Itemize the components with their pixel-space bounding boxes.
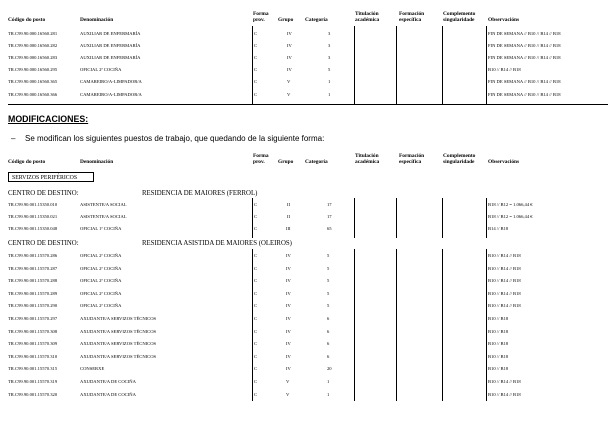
row-codigo: TR.C99.90.000.16560.281 [8, 31, 58, 36]
row-grupo: IV [287, 55, 292, 60]
grid-line [486, 198, 487, 238]
row-observacions: B10 // B14 // B18 [488, 67, 521, 72]
row-observacions: B18 // B12 = 1.066,44 € [488, 214, 533, 219]
row-categoria: 1 [328, 92, 331, 97]
row-denominacion: ASISTENTE/A SOCIAL [80, 214, 127, 219]
header-complemento: Complemento [443, 11, 476, 17]
row-denominacion: AUXILIAR DE ENFERMARÍA [80, 31, 141, 36]
row-categoria: 1 [327, 379, 330, 384]
row-grupo: V [287, 79, 291, 84]
header-grupo: Grupo [278, 159, 294, 165]
header-singularidade: singularidade [443, 159, 475, 165]
row-denominacion: OFICIAL 2ª COCIÑA [80, 290, 122, 296]
header-categoria: Categoría [305, 159, 328, 165]
row-codigo: TR.C99.90.001.15350.021 [8, 214, 58, 219]
row-codigo: TR.C99.90.001.15570.288 [8, 278, 58, 284]
row-forma: C [254, 303, 258, 309]
services-box: SERVIZOS PERIFÉRICOS [8, 172, 94, 182]
row-categoria: 5 [327, 278, 330, 284]
row-denominacion: AXUDANTE/A SERVIZOS TÉCNICOS [80, 316, 157, 321]
row-forma: C [254, 202, 258, 207]
header-categoria: Categoría [305, 17, 328, 23]
row-codigo: TR.C99.90.001.15570.319 [8, 379, 58, 384]
row-observacions: B10 // B14 // B18 [488, 290, 521, 296]
row-categoria: 5 [327, 303, 330, 309]
grid-line [354, 26, 355, 104]
row-forma: C [254, 92, 258, 97]
row-grupo: V [286, 391, 290, 397]
row-categoria: 3 [328, 43, 331, 48]
grid-line [486, 26, 487, 104]
header-codigo: Código do posto [8, 159, 46, 165]
row-observacions: B10 // B14 // B18 [488, 253, 521, 258]
row-observacions: FIN DE SEMANA // B10 // B14 // B18 [488, 43, 561, 48]
row-grupo: II [287, 202, 291, 207]
modificaciones-note: Se modifican los siguientes puestos de trabajo, que quedando de la siguiente forma: [25, 134, 325, 143]
row-codigo: TR.C99.90.001.15570.309 [8, 341, 58, 347]
row-categoria: 3 [328, 31, 331, 36]
row-denominacion: AUXILIAR DE ENFERMARÍA [80, 55, 141, 60]
row-grupo: V [286, 379, 290, 384]
row-categoria: 6 [327, 328, 330, 334]
header-titulacion: Titulación [355, 153, 379, 159]
row-categoria: 6 [327, 341, 330, 347]
grid-line [252, 26, 253, 104]
row-categoria: 5 [327, 253, 330, 258]
row-grupo: IV [287, 67, 292, 72]
header-especifica: específica [399, 17, 422, 23]
destination-name: RESIDENCIA ASISTIDA DE MAIORES (OLEIROS) [142, 240, 292, 247]
row-grupo: IV [286, 341, 291, 347]
header-titulacion: Titulación [355, 11, 379, 17]
row-codigo: TR.C99.90.000.16560.365 [8, 79, 58, 84]
row-grupo: IV [286, 265, 291, 271]
row-observacions: B10 // B18 [488, 366, 509, 372]
row-forma: C [254, 316, 258, 321]
row-observacions: FIN DE SEMANA // B10 // B14 // B18 [488, 92, 561, 97]
header-formacion: Formación [399, 11, 425, 17]
row-forma: C [254, 253, 258, 258]
header-especifica: específica [399, 159, 422, 165]
row-forma: C [254, 265, 258, 271]
row-codigo: TR.C99.90.001.15570.287 [8, 265, 58, 271]
row-denominacion: CAMAREIRO/A-LIMPADOR/A [80, 92, 142, 97]
row-codigo: TR.C99.90.001.15570.310 [8, 353, 58, 359]
row-denominacion: OFICIAL 1ª COCIÑA [80, 226, 122, 231]
row-denominacion: OFICIAL 2ª COCIÑA [80, 303, 122, 309]
row-codigo: TR.C99.90.000.16560.283 [8, 55, 58, 60]
header-denominacion: Denominación [80, 17, 114, 23]
row-categoria: 5 [328, 67, 331, 72]
row-codigo: TR.C99.90.001.15570.289 [8, 290, 58, 296]
row-grupo: IV [286, 328, 291, 334]
row-categoria: 5 [327, 265, 330, 271]
row-observacions: B10 // B18 [488, 316, 509, 321]
row-categoria: 1 [327, 391, 330, 397]
row-codigo: TR.C99.90.001.15570.320 [8, 391, 58, 397]
row-codigo: TR.C99.90.000.16560.366 [8, 92, 58, 97]
row-categoria: 5 [327, 290, 330, 296]
grid-line [442, 249, 443, 401]
grid-line [486, 249, 487, 401]
row-codigo: TR.C99.90.000.16560.282 [8, 43, 58, 48]
header-singularidade: singularidade [443, 17, 475, 23]
header-denominacion: Denominación [80, 159, 114, 165]
grid-line [252, 249, 253, 401]
grid-line [252, 198, 253, 238]
row-codigo: TR.C99.90.001.15350.010 [8, 202, 58, 207]
row-observacions: FIN DE SEMANA // B10 // B14 // B18 [488, 31, 561, 36]
row-grupo: III [286, 226, 291, 231]
row-denominacion: AUXILIAR DE ENFERMARÍA [80, 43, 141, 48]
grid-line [396, 249, 397, 401]
row-forma: C [254, 79, 258, 84]
grid-line [354, 198, 355, 238]
row-forma: C [254, 379, 258, 384]
row-grupo: IV [287, 31, 292, 36]
row-categoria: 20 [327, 366, 332, 372]
row-observacions: B10 // B18 [488, 353, 509, 359]
row-denominacion: ASISTENTE/A SOCIAL [80, 202, 127, 207]
row-codigo: TR.C99.90.001.15570.315 [8, 366, 58, 372]
grid-line [354, 249, 355, 401]
row-forma: C [254, 341, 258, 347]
row-forma: C [254, 328, 258, 334]
row-forma: C [254, 43, 258, 48]
row-codigo: TR.C99.90.000.16560.295 [8, 67, 58, 72]
grid-line [8, 104, 608, 105]
row-observacions: B10 // B14 // B18 [488, 265, 521, 271]
header-observacions: Observacións [488, 17, 520, 23]
row-grupo: IV [286, 316, 291, 321]
header-academica: académica [355, 159, 380, 165]
header-prov: prov. [253, 17, 265, 23]
row-observacions: FIN DE SEMANA // B10 // B14 // B18 [488, 79, 561, 84]
destination-name: RESIDENCIA DE MAIORES (FERROL) [142, 190, 258, 197]
destination-label: CENTRO DE DESTINO: [8, 190, 79, 197]
row-observacions: B10 // B14 // B18 [488, 278, 521, 284]
header-forma: Forma [253, 11, 269, 17]
row-grupo: V [287, 92, 291, 97]
row-categoria: 6 [327, 353, 330, 359]
grid-line [442, 198, 443, 238]
row-grupo: IV [287, 43, 292, 48]
row-denominacion: OFICIAL 2ª COCIÑA [80, 253, 122, 258]
row-forma: C [254, 290, 258, 296]
row-codigo: TR.C99.90.001.15570.290 [8, 303, 58, 309]
header-prov: prov. [253, 159, 265, 165]
row-observacions: B10 // B18 [488, 341, 509, 347]
row-categoria: 65 [327, 226, 332, 231]
row-forma: C [254, 67, 258, 72]
row-categoria: 6 [327, 316, 330, 321]
row-forma: C [254, 226, 258, 231]
row-observacions: B10 // B14 // B18 [488, 391, 521, 397]
row-observacions: B14 // B18 [488, 226, 509, 231]
row-forma: C [254, 55, 258, 60]
header-forma: Forma [253, 153, 269, 159]
modificaciones-title: MODIFICACIONES: [8, 114, 89, 124]
bullet-dash: – [11, 134, 16, 143]
row-grupo: IV [286, 366, 291, 372]
row-denominacion: CAMAREIRO/A-LIMPADOR/A [80, 79, 142, 84]
row-denominacion: OFICIAL 2ª COCIÑA [80, 67, 122, 72]
row-grupo: II [287, 214, 291, 219]
destination-label: CENTRO DE DESTINO: [8, 240, 79, 247]
row-denominacion: OFICIAL 2ª COCIÑA [80, 278, 122, 284]
row-grupo: IV [286, 303, 291, 309]
row-denominacion: OFICIAL 2ª COCIÑA [80, 265, 122, 271]
row-codigo: TR.C99.90.001.15570.286 [8, 253, 58, 258]
header-grupo: Grupo [278, 17, 294, 23]
row-denominacion: AXUDANTE/A DE COCIÑA [80, 379, 136, 384]
row-denominacion: CONSERXE [80, 366, 105, 372]
row-denominacion: AXUDANTE/A SERVIZOS TÉCNICOS [80, 341, 157, 347]
row-grupo: IV [286, 353, 291, 359]
row-codigo: TR.C99.90.001.15570.308 [8, 328, 58, 334]
header-formacion: Formación [399, 153, 425, 159]
header-codigo: Código do posto [8, 17, 46, 23]
row-forma: C [254, 366, 258, 372]
row-denominacion: AXUDANTE/A DE COCIÑA [80, 391, 136, 397]
row-categoria: 17 [327, 202, 332, 207]
row-forma: C [254, 214, 258, 219]
row-denominacion: AXUDANTE/A SERVIZOS TÉCNICOS [80, 353, 157, 359]
header-observacions: Observacións [488, 159, 520, 165]
row-categoria: 3 [328, 55, 331, 60]
grid-line [396, 198, 397, 238]
grid-line [396, 26, 397, 104]
row-grupo: IV [286, 253, 291, 258]
row-observacions: B10 // B18 [488, 328, 509, 334]
row-categoria: 1 [328, 79, 331, 84]
row-forma: C [254, 353, 258, 359]
header-complemento: Complemento [443, 153, 476, 159]
row-observacions: B18 // B12 = 1.066,44 € [488, 202, 533, 207]
header-academica: académica [355, 17, 380, 23]
row-denominacion: AXUDANTE/A SERVIZOS TÉCNICOS [80, 328, 157, 334]
row-grupo: IV [286, 278, 291, 284]
row-categoria: 17 [327, 214, 332, 219]
row-forma: C [254, 278, 258, 284]
row-grupo: IV [286, 290, 291, 296]
row-forma: C [254, 391, 258, 397]
row-codigo: TR.C99.90.001.15570.297 [8, 316, 58, 321]
row-codigo: TR.C99.90.001.15350.048 [8, 226, 58, 231]
row-observacions: B10 // B14 // B18 [488, 303, 521, 309]
row-observacions: B10 // B14 // B18 [488, 379, 521, 384]
row-observacions: FIN DE SEMANA // B10 // B14 // B18 [488, 55, 561, 60]
row-forma: C [254, 31, 258, 36]
grid-line [442, 26, 443, 104]
